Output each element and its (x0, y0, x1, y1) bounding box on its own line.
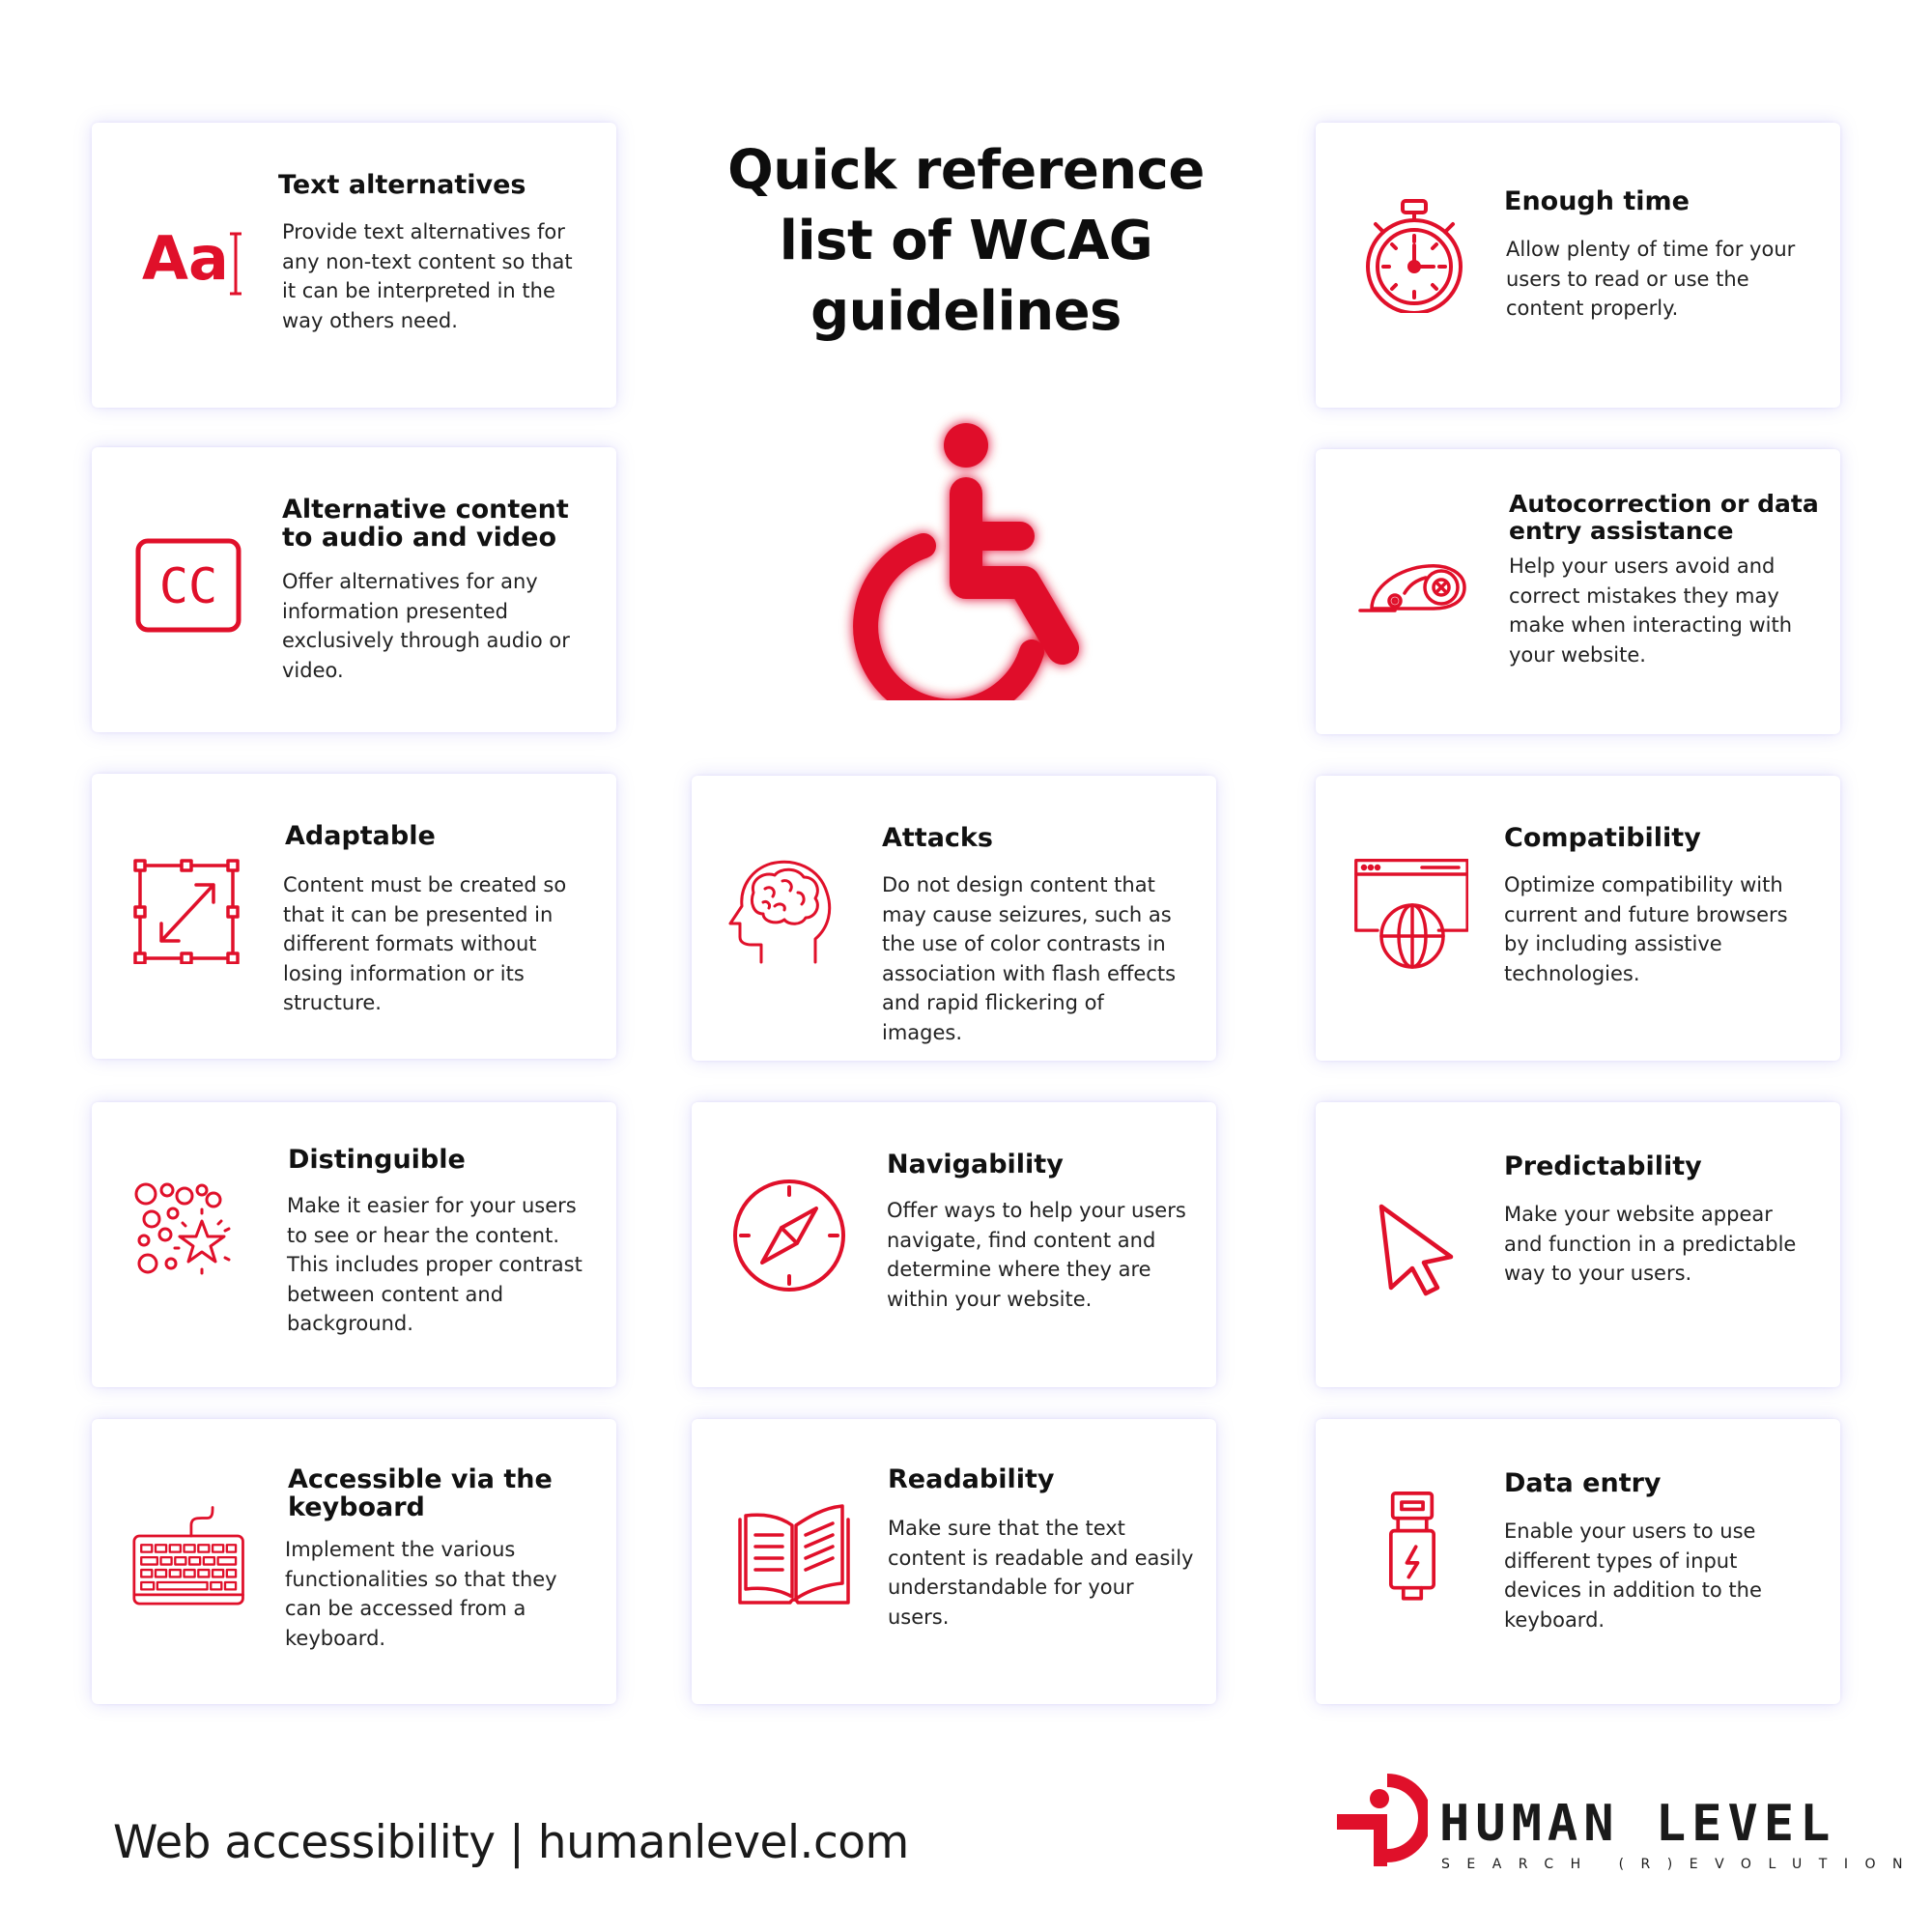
card-description: Make it easier for your users to see or hear the content. This includes proper contrast between content and background. (287, 1194, 582, 1335)
cursor-arrow-icon (1374, 1199, 1490, 1315)
resize-icon (132, 848, 248, 964)
card-description: Make your website appear and function in a predictable way to your users. (1504, 1203, 1797, 1285)
card-distinguible (92, 1102, 616, 1387)
card-title: Alternative content to audio and video (282, 495, 569, 553)
card-enough-time (1316, 123, 1840, 408)
card-title: Text alternatives (278, 170, 526, 200)
card-description: Help your users avoid and correct mistakes they may make when interacting with your website. (1509, 554, 1793, 667)
bubbles-star-icon (132, 1177, 248, 1293)
card-description: Content must be created so that it can be presented in different formats without losing information or its structure. (283, 873, 567, 1014)
human-level-logo-icon (1331, 1768, 1428, 1869)
page-title-line-2: list of WCAG (779, 210, 1153, 272)
card-description: Do not design content that may cause seizures, such as the use of color contrasts in association with flash effects and rapid flickering of images. (882, 873, 1177, 1044)
wheelchair-icon (831, 411, 1101, 700)
card-readability (692, 1419, 1216, 1704)
card-title: Predictability (1504, 1151, 1702, 1181)
closed-captions-icon (132, 522, 248, 638)
card-description: Provide text alternatives for any non-text content so that it can be interpreted in the way others need. (282, 220, 573, 332)
footer-caption: Web accessibility | humanlevel.com (113, 1816, 909, 1869)
card-text-alternatives (92, 123, 616, 408)
card-keyboard (92, 1419, 616, 1704)
stopwatch-icon (1356, 197, 1472, 313)
card-title: Enough time (1504, 186, 1690, 216)
card-description: Offer ways to help your users navigate, find content and determine where they are within your website. (887, 1199, 1186, 1311)
correction-tape-icon (1356, 524, 1472, 639)
card-predictability (1316, 1102, 1840, 1387)
page-title-line-1: Quick reference (727, 139, 1205, 202)
text-aa-glyph: Aa (142, 223, 229, 294)
card-title: Accessible via the keyboard (288, 1464, 553, 1522)
brain-head-icon (721, 850, 837, 966)
text-aa-icon (132, 197, 248, 313)
usb-plug-icon (1354, 1492, 1470, 1607)
card-autocorrection (1316, 449, 1840, 734)
browser-globe-icon (1352, 855, 1468, 971)
card-description: Enable your users to use different types of input devices in addition to the keyboard. (1504, 1520, 1762, 1632)
card-compatibility (1316, 776, 1840, 1061)
keyboard-icon (132, 1501, 248, 1617)
card-description: Optimize compatibility with current and future browsers by including assistive technologies. (1504, 873, 1788, 985)
card-title: Autocorrection or data entry assistance (1509, 490, 1819, 545)
card-description: Implement the various functionalities so that they can be accessed from a keyboard. (285, 1538, 557, 1650)
card-description: Make sure that the text content is readable and easily understandable for your users. (888, 1517, 1194, 1629)
card-title: Adaptable (285, 821, 436, 851)
cc-glyph: CC (158, 558, 218, 614)
card-title: Distinguible (288, 1145, 466, 1175)
card-description: Offer alternatives for any information presented exclusively through audio or video. (282, 570, 570, 682)
card-data-entry (1316, 1419, 1840, 1704)
card-attacks (692, 776, 1216, 1061)
card-title: Readability (888, 1464, 1055, 1494)
card-description: Allow plenty of time for your users to read or use the content properly. (1506, 238, 1796, 320)
page-title-line-3: guidelines (810, 280, 1122, 343)
logo-tagline: SEARCH (R)EVOLUTION (1441, 1857, 1919, 1872)
compass-icon (733, 1178, 849, 1293)
card-alternative-content (92, 447, 616, 732)
card-title: Navigability (887, 1150, 1064, 1179)
card-title: Data entry (1504, 1468, 1662, 1498)
open-book-icon (736, 1502, 852, 1618)
card-adaptable (92, 774, 616, 1059)
card-title: Compatibility (1504, 823, 1701, 853)
card-title: Attacks (882, 823, 993, 853)
card-navigability (692, 1102, 1216, 1387)
logo-wordmark: HUMAN LEVEL (1439, 1795, 1836, 1853)
page-title (691, 135, 1241, 347)
